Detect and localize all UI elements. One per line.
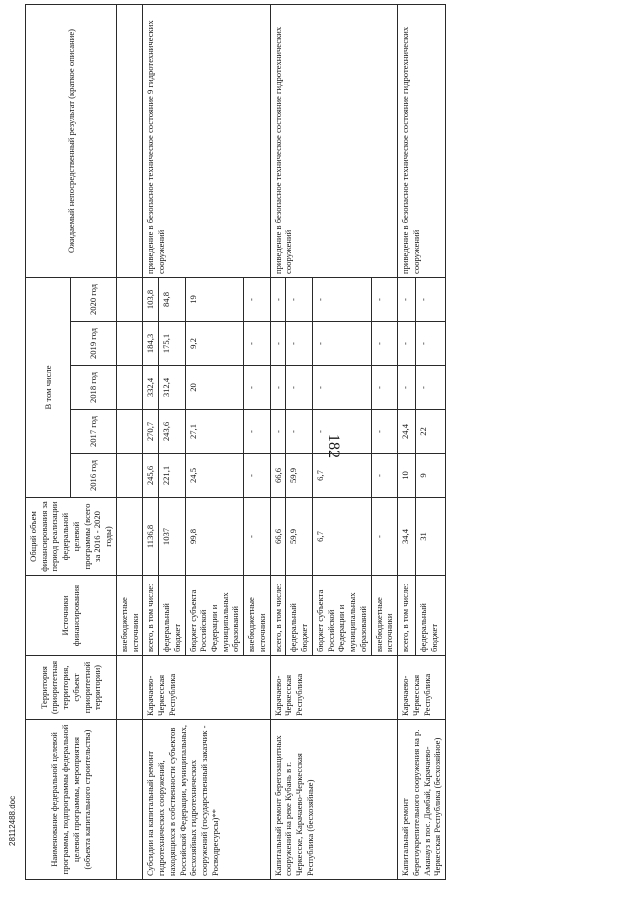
total-cell: 59,9 [286,498,312,576]
total-cell: 66,6 [270,498,286,576]
territory-cell: Карачаево-Черкесская Республика [143,656,270,720]
year-value-cell: - [371,322,397,366]
year-value-cell: 332,4 [143,366,159,410]
year-value-cell: - [244,410,270,454]
year-value-cell: 66,6 [270,454,286,498]
total-cell: 1136,8 [143,498,159,576]
total-cell [116,498,142,576]
footer-filename: 28112488.doc [8,795,17,846]
year-value-cell: - [312,278,371,322]
header-sources: Источники финансирования [26,576,117,656]
year-value-cell [116,410,142,454]
year-value-cell: 184,3 [143,322,159,366]
measure-name: Капитальный ремонт берегозащитных сооружений на реке Кубань в г. Черкесске, Карачаево-Черкесская Республика (бесхозяйные) [270,720,397,880]
source-cell: федеральный бюджет [286,576,312,656]
year-value-cell: - [398,322,416,366]
source-cell: всего, в том числе: [143,576,159,656]
year-value-cell [116,322,142,366]
rotated-page [25,5,620,880]
territory-cell: Карачаево-Черкесская Республика [398,656,446,720]
header-2019: 2019 год [71,322,116,366]
year-value-cell: - [244,322,270,366]
header-2020: 2020 год [71,278,116,322]
territory-cell: Карачаево-Черкесская Республика [270,656,397,720]
total-cell: - [244,498,270,576]
year-value-cell: - [244,454,270,498]
year-value-cell: 312,4 [159,366,185,410]
result-cell: приведение в безопасное техническое состояние гидротехнических сооружений [398,5,446,278]
year-value-cell: - [398,278,416,322]
year-value-cell: - [270,278,286,322]
year-value-cell: - [244,278,270,322]
page-number: 182 [325,434,342,458]
year-value-cell: - [371,278,397,322]
year-value-cell: - [286,278,312,322]
year-value-cell [116,278,142,322]
year-value-cell: - [312,410,371,454]
total-cell: 1037 [159,498,185,576]
year-value-cell: 103,8 [143,278,159,322]
table-body [116,5,445,880]
year-value-cell: - [415,278,445,322]
header-incl: В том числе [26,278,71,498]
measure-name: Субсидии на капитальный ремонт гидротехнических сооружений, находящихся в собственности субъектов Российской Федерации, муниципальных, бесхозяйных гидротехнических сооружений (государственный заказчик - Росводресурсы)** [143,720,270,880]
header-2018: 2018 год [71,366,116,410]
year-value-cell: 84,8 [159,278,185,322]
total-cell: - [371,498,397,576]
header-result: Ожидаемый непосредственный результат (краткое описание) [26,5,117,278]
result-cell: приведение в безопасное техническое состояние гидротехнических сооружений [270,5,397,278]
source-cell: бюджет субъекта Российской Федерации и муниципальных образований [312,576,371,656]
year-value-cell: - [270,410,286,454]
header-name: Наименование федеральной целевой программы, подпрограммы федеральной целевой программы, мероприятия (объекта капитального строительства) [26,720,117,880]
source-cell: внебюджетные источники [244,576,270,656]
source-cell: бюджет субъекта Российской Федерации и муниципальных образований [185,576,244,656]
financing-table [25,4,446,880]
year-value-cell: - [371,410,397,454]
year-value-cell: - [270,322,286,366]
measure-name: Капитальный ремонт берегоукрепительного сооружения на р. Аманауз в пос. Домбай, Карачаево-Черкесская Республика (бесхозяйное) [398,720,446,880]
territory-cell [116,656,142,720]
result-cell [116,5,142,278]
year-value-cell: 24,4 [398,410,416,454]
year-value-cell: 24,5 [185,454,244,498]
year-value-cell: - [270,366,286,410]
header-2017: 2017 год [71,410,116,454]
table-row [270,5,286,880]
year-value-cell: 20 [185,366,244,410]
table-row [398,5,416,880]
year-value-cell: - [371,366,397,410]
source-cell: внебюджетные источники [116,576,142,656]
year-value-cell: - [371,454,397,498]
source-cell: внебюджетные источники [371,576,397,656]
year-value-cell: - [312,366,371,410]
year-value-cell: 19 [185,278,244,322]
source-cell: всего, в том числе: [398,576,416,656]
header-territory: Территория (приоритетная территория, субъект приоритетной территории) [26,656,117,720]
header-total: Общий объем финансирования за период реализации федеральной целевой программы (всего за 2016 - 2020 годы) [26,498,117,576]
source-cell: всего, в том числе: [270,576,286,656]
measure-name [116,720,142,880]
year-value-cell: 221,1 [159,454,185,498]
total-cell: 31 [415,498,445,576]
header-2016: 2016 год [71,454,116,498]
year-value-cell: - [398,366,416,410]
year-value-cell: 270,7 [143,410,159,454]
year-value-cell: - [244,366,270,410]
year-value-cell: 175,1 [159,322,185,366]
year-value-cell [116,454,142,498]
year-value-cell: 245,6 [143,454,159,498]
year-value-cell: - [286,322,312,366]
year-value-cell: - [312,322,371,366]
result-cell: приведение в безопасное техническое состояние 9 гидротехнических сооружений [143,5,270,278]
year-value-cell: 9 [415,454,445,498]
year-value-cell: 6,7 [312,454,371,498]
year-value-cell: - [415,366,445,410]
year-value-cell [116,366,142,410]
table-row [116,5,142,880]
year-value-cell: - [415,322,445,366]
year-value-cell: 59,9 [286,454,312,498]
source-cell: федеральный бюджет [415,576,445,656]
source-cell: федеральный бюджет [159,576,185,656]
total-cell: 6,7 [312,498,371,576]
year-value-cell: 9,2 [185,322,244,366]
year-value-cell: 243,6 [159,410,185,454]
year-value-cell: 27,1 [185,410,244,454]
total-cell: 34,4 [398,498,416,576]
year-value-cell: 22 [415,410,445,454]
table-row [143,5,159,880]
year-value-cell: - [286,410,312,454]
total-cell: 99,8 [185,498,244,576]
year-value-cell: - [286,366,312,410]
year-value-cell: 10 [398,454,416,498]
